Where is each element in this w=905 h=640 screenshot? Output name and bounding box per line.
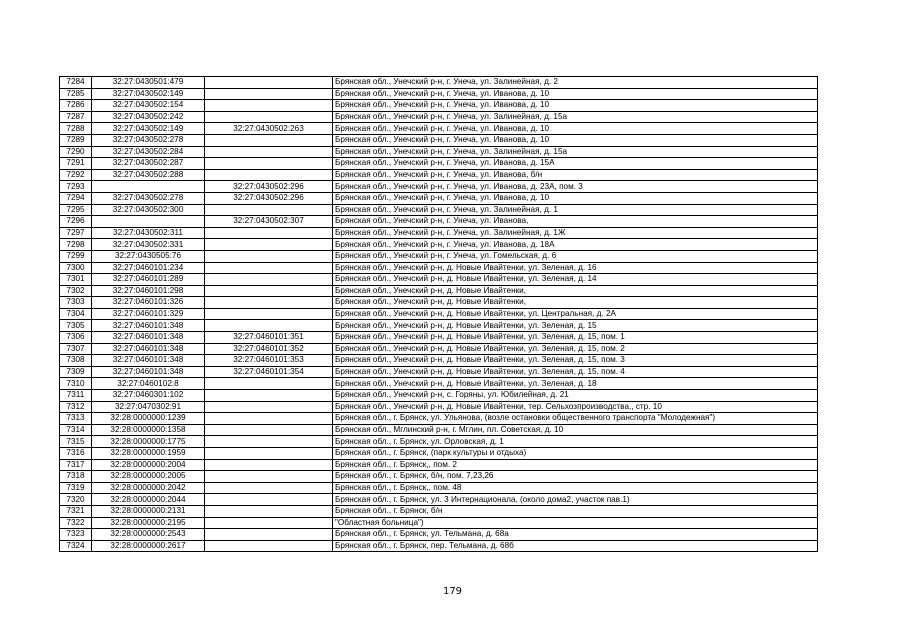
row-number-cell: 7287 <box>60 111 92 123</box>
table-row <box>60 448 818 460</box>
address-cell: "Областная больница") <box>333 517 818 529</box>
cadastral-number-cell: 32:27:0470302:91 <box>92 401 205 413</box>
related-cadastral-number-cell <box>205 111 333 123</box>
address-cell: Брянская обл., Унечский р-н, д. Новые Ивайтенки, ул. Зеленая, д. 15, пом. 3 <box>333 355 818 367</box>
cadastral-number-cell: 32:27:0430502:287 <box>92 158 205 170</box>
address-cell: Брянская обл., г. Брянск, ул. Тельмана, д. 68а <box>333 529 818 541</box>
cadastral-number-cell: 32:28:0000000:1775 <box>92 436 205 448</box>
related-cadastral-number-cell: 32:27:0460101:353 <box>205 355 333 367</box>
related-cadastral-number-cell: 32:27:0460101:354 <box>205 366 333 378</box>
address-cell: Брянская обл., Унечский р-н, г. Унеча, ул. Иванова, д. 10 <box>333 100 818 112</box>
address-cell: Брянская обл., Унечский р-н, д. Новые Ивайтенки, тер. Сельхозпроизводства,, стр. 10 <box>333 401 818 413</box>
row-number-cell: 7284 <box>60 77 92 89</box>
row-number-cell: 7304 <box>60 308 92 320</box>
related-cadastral-number-cell <box>205 158 333 170</box>
cadastral-number-cell: 32:28:0000000:2044 <box>92 494 205 506</box>
table-row <box>60 378 818 390</box>
cadastral-number-cell <box>92 216 205 228</box>
address-cell: Брянская обл., Унечский р-н, г. Унеча, ул. Залинейная, д. 2 <box>333 77 818 89</box>
related-cadastral-number-cell: 32:27:0460101:351 <box>205 332 333 344</box>
address-cell: Брянская обл., Унечский р-н, г. Унеча, ул. Залинейная, д. 15а <box>333 146 818 158</box>
related-cadastral-number-cell <box>205 239 333 251</box>
row-number-cell: 7286 <box>60 100 92 112</box>
cadastral-number-cell: 32:27:0430502:154 <box>92 100 205 112</box>
related-cadastral-number-cell <box>205 471 333 483</box>
cadastral-number-cell: 32:27:0430502:149 <box>92 123 205 135</box>
table-row <box>60 204 818 216</box>
cadastral-number-cell: 32:28:0000000:1358 <box>92 424 205 436</box>
page-number: 179 <box>442 586 463 597</box>
address-cell: Брянская обл., Унечский р-н, г. Унеча, ул. Залинейная, д. 1Ж <box>333 227 818 239</box>
table-row <box>60 482 818 494</box>
cadastral-number-cell: 32:28:0000000:2004 <box>92 459 205 471</box>
table-body <box>60 77 818 552</box>
related-cadastral-number-cell <box>205 308 333 320</box>
address-cell: Брянская обл., Унечский р-н, г. Унеча, ул. Иванова, д. 15А <box>333 158 818 170</box>
table-row <box>60 134 818 146</box>
table-row <box>60 146 818 158</box>
address-cell: Брянская обл., Унечский р-н, д. Новые Ивайтенки, <box>333 297 818 309</box>
address-cell: Брянская обл., Унечский р-н, г. Унеча, ул. Иванова, д. 10 <box>333 192 818 204</box>
table-row <box>60 227 818 239</box>
table-row <box>60 239 818 251</box>
address-cell: Брянская обл., Унечский р-н, г. Унеча, ул. Залинейная, д. 1 <box>333 204 818 216</box>
row-number-cell: 7300 <box>60 262 92 274</box>
row-number-cell: 7298 <box>60 239 92 251</box>
related-cadastral-number-cell <box>205 320 333 332</box>
row-number-cell: 7285 <box>60 88 92 100</box>
row-number-cell: 7314 <box>60 424 92 436</box>
cadastral-number-cell: 32:27:0430502:311 <box>92 227 205 239</box>
table-row <box>60 355 818 367</box>
related-cadastral-number-cell <box>205 274 333 286</box>
row-number-cell: 7290 <box>60 146 92 158</box>
cadastral-number-cell: 32:27:0430502:278 <box>92 192 205 204</box>
cadastral-number-cell: 32:27:0460101:326 <box>92 297 205 309</box>
address-cell: Брянская обл., г. Брянск, ул. Ульянова, (возле остановки общественного транспорта "Молодежная") <box>333 413 818 425</box>
address-cell: Брянская обл., Унечский р-н, с. Горяны, ул. Юбилейная, д. 21 <box>333 390 818 402</box>
cadastral-number-cell: 32:27:0460101:348 <box>92 355 205 367</box>
related-cadastral-number-cell <box>205 401 333 413</box>
related-cadastral-number-cell <box>205 285 333 297</box>
row-number-cell: 7305 <box>60 320 92 332</box>
address-cell: Брянская обл., Унечский р-н, г. Унеча, ул. Иванова, д. 18А <box>333 239 818 251</box>
cadastral-number-cell: 32:28:0000000:2195 <box>92 517 205 529</box>
cadastral-number-cell: 32:28:0000000:2131 <box>92 505 205 517</box>
table-row <box>60 250 818 262</box>
cadastral-number-cell: 32:27:0430502:288 <box>92 169 205 181</box>
address-cell: Брянская обл., Мглинский р-н, г. Мглин, пл. Советская, д. 10 <box>333 424 818 436</box>
related-cadastral-number-cell <box>205 424 333 436</box>
table-row <box>60 297 818 309</box>
table-row <box>60 123 818 135</box>
cadastral-number-cell: 32:27:0460101:289 <box>92 274 205 286</box>
table-row <box>60 424 818 436</box>
row-number-cell: 7295 <box>60 204 92 216</box>
cadastral-number-cell: 32:27:0430502:284 <box>92 146 205 158</box>
address-cell: Брянская обл., Унечский р-н, д. Новые Ивайтенки, ул. Зеленая, д. 15, пом. 1 <box>333 332 818 344</box>
table-row <box>60 459 818 471</box>
row-number-cell: 7324 <box>60 540 92 552</box>
cadastral-number-cell: 32:27:0460101:329 <box>92 308 205 320</box>
address-cell: Брянская обл., Унечский р-н, д. Новые Ивайтенки, ул. Зеленая, д. 16 <box>333 262 818 274</box>
related-cadastral-number-cell <box>205 100 333 112</box>
row-number-cell: 7307 <box>60 343 92 355</box>
related-cadastral-number-cell <box>205 448 333 460</box>
row-number-cell: 7303 <box>60 297 92 309</box>
cadastral-number-cell: 32:27:0460101:348 <box>92 343 205 355</box>
table-row <box>60 517 818 529</box>
address-cell: Брянская обл., Унечский р-н, г. Унеча, ул. Иванова, д. 23А, пом. 3 <box>333 181 818 193</box>
table-row <box>60 343 818 355</box>
row-number-cell: 7320 <box>60 494 92 506</box>
cadastral-number-cell: 32:27:0430501:479 <box>92 77 205 89</box>
address-cell: Брянская обл., Унечский р-н, д. Новые Ивайтенки, ул. Центральная, д. 2А <box>333 308 818 320</box>
cadastral-number-cell: 32:28:0000000:2617 <box>92 540 205 552</box>
row-number-cell: 7306 <box>60 332 92 344</box>
row-number-cell: 7289 <box>60 134 92 146</box>
row-number-cell: 7315 <box>60 436 92 448</box>
row-number-cell: 7321 <box>60 505 92 517</box>
address-cell: Брянская обл., г. Брянск, б/н <box>333 505 818 517</box>
row-number-cell: 7319 <box>60 482 92 494</box>
cadastral-number-cell: 32:28:0000000:2005 <box>92 471 205 483</box>
table-row <box>60 88 818 100</box>
row-number-cell: 7291 <box>60 158 92 170</box>
cadastral-number-cell: 32:27:0430502:300 <box>92 204 205 216</box>
row-number-cell: 7288 <box>60 123 92 135</box>
table-row <box>60 169 818 181</box>
related-cadastral-number-cell <box>205 482 333 494</box>
related-cadastral-number-cell <box>205 77 333 89</box>
table-row <box>60 100 818 112</box>
address-cell: Брянская обл., г. Брянск,, пом. 2 <box>333 459 818 471</box>
cadastral-number-cell: 32:28:0000000:1239 <box>92 413 205 425</box>
table-row <box>60 192 818 204</box>
table-row <box>60 332 818 344</box>
table-row <box>60 390 818 402</box>
address-cell: Брянская обл., Унечский р-н, г. Унеча, ул. Иванова, д. 10 <box>333 88 818 100</box>
address-cell: Брянская обл., г. Брянск, пер. Тельмана, д. 68б <box>333 540 818 552</box>
related-cadastral-number-cell <box>205 436 333 448</box>
address-cell: Брянская обл., Унечский р-н, г. Унеча, ул. Залинейная, д. 15а <box>333 111 818 123</box>
related-cadastral-number-cell <box>205 134 333 146</box>
row-number-cell: 7309 <box>60 366 92 378</box>
row-number-cell: 7316 <box>60 448 92 460</box>
table-row <box>60 111 818 123</box>
table-row <box>60 413 818 425</box>
related-cadastral-number-cell <box>205 250 333 262</box>
table-row <box>60 77 818 89</box>
related-cadastral-number-cell <box>205 494 333 506</box>
address-cell: Брянская обл., г. Брянск, б/н, пом. 7,23,26 <box>333 471 818 483</box>
related-cadastral-number-cell: 32:27:0430502:263 <box>205 123 333 135</box>
related-cadastral-number-cell: 32:27:0430502:307 <box>205 216 333 228</box>
address-cell: Брянская обл., Унечский р-н, д. Новые Ивайтенки, ул. Зеленая, д. 15 <box>333 320 818 332</box>
row-number-cell: 7317 <box>60 459 92 471</box>
cadastral-number-cell: 32:27:0460101:348 <box>92 332 205 344</box>
row-number-cell: 7294 <box>60 192 92 204</box>
table-row <box>60 320 818 332</box>
table-row <box>60 216 818 228</box>
address-cell: Брянская обл., Унечский р-н, д. Новые Ивайтенки, <box>333 285 818 297</box>
table-row <box>60 158 818 170</box>
address-cell: Брянская обл., Унечский р-н, г. Унеча, ул. Иванова, д. 10 <box>333 134 818 146</box>
related-cadastral-number-cell <box>205 540 333 552</box>
row-number-cell: 7293 <box>60 181 92 193</box>
cadastral-number-cell: 32:27:0460301:102 <box>92 390 205 402</box>
address-cell: Брянская обл., Унечский р-н, д. Новые Ивайтенки, ул. Зеленая, д. 15, пом. 4 <box>333 366 818 378</box>
table-row <box>60 505 818 517</box>
table-row <box>60 436 818 448</box>
address-cell: Брянская обл., г. Брянск, ул. Орловская, д. 1 <box>333 436 818 448</box>
address-cell: Брянская обл., Унечский р-н, г. Унеча, ул. Гомельская, д. 6 <box>333 250 818 262</box>
row-number-cell: 7313 <box>60 413 92 425</box>
address-cell: Брянская обл., Унечский р-н, д. Новые Ивайтенки, ул. Зеленая, д. 18 <box>333 378 818 390</box>
cadastral-number-cell: 32:27:0430502:278 <box>92 134 205 146</box>
address-cell: Брянская обл., Унечский р-н, г. Унеча, ул. Иванова, <box>333 216 818 228</box>
row-number-cell: 7299 <box>60 250 92 262</box>
table-row <box>60 181 818 193</box>
related-cadastral-number-cell <box>205 262 333 274</box>
row-number-cell: 7302 <box>60 285 92 297</box>
cadastral-number-cell: 32:28:0000000:2543 <box>92 529 205 541</box>
row-number-cell: 7310 <box>60 378 92 390</box>
address-cell: Брянская обл., г. Брянск, (парк культуры и отдыха) <box>333 448 818 460</box>
table-row <box>60 262 818 274</box>
related-cadastral-number-cell <box>205 390 333 402</box>
row-number-cell: 7297 <box>60 227 92 239</box>
table-row <box>60 471 818 483</box>
cadastral-number-cell: 32:27:0430502:242 <box>92 111 205 123</box>
address-cell: Брянская обл., Унечский р-н, д. Новые Ивайтенки, ул. Зеленая, д. 14 <box>333 274 818 286</box>
cadastral-number-cell: 32:28:0000000:2042 <box>92 482 205 494</box>
address-cell: Брянская обл., Унечский р-н, г. Унеча, ул. Иванова, д. 10 <box>333 123 818 135</box>
related-cadastral-number-cell: 32:27:0460101:352 <box>205 343 333 355</box>
cadastral-number-cell <box>92 181 205 193</box>
table-row <box>60 540 818 552</box>
related-cadastral-number-cell <box>205 169 333 181</box>
related-cadastral-number-cell: 32:27:0430502:296 <box>205 181 333 193</box>
row-number-cell: 7323 <box>60 529 92 541</box>
address-cell: Брянская обл., Унечский р-н, г. Унеча, ул. Иванова, б/н <box>333 169 818 181</box>
related-cadastral-number-cell <box>205 227 333 239</box>
table-row <box>60 494 818 506</box>
row-number-cell: 7318 <box>60 471 92 483</box>
related-cadastral-number-cell <box>205 517 333 529</box>
address-cell: Брянская обл., Унечский р-н, д. Новые Ивайтенки, ул. Зеленая, д. 15, пом. 2 <box>333 343 818 355</box>
table-row <box>60 401 818 413</box>
row-number-cell: 7292 <box>60 169 92 181</box>
related-cadastral-number-cell <box>205 529 333 541</box>
cadastral-number-cell: 32:27:0460101:298 <box>92 285 205 297</box>
address-cell: Брянская обл., г. Брянск, ул. 3 Интернационала, (около дома2, участок пав.1) <box>333 494 818 506</box>
cadastral-number-cell: 32:27:0460101:234 <box>92 262 205 274</box>
cadastral-number-cell: 32:27:0460101:348 <box>92 320 205 332</box>
related-cadastral-number-cell: 32:27:0430502:296 <box>205 192 333 204</box>
table-row <box>60 529 818 541</box>
related-cadastral-number-cell <box>205 378 333 390</box>
related-cadastral-number-cell <box>205 413 333 425</box>
row-number-cell: 7312 <box>60 401 92 413</box>
table-row <box>60 285 818 297</box>
cadastral-number-cell: 32:28:0000000:1959 <box>92 448 205 460</box>
table-row <box>60 366 818 378</box>
cadastral-number-cell: 32:27:0430502:149 <box>92 88 205 100</box>
row-number-cell: 7311 <box>60 390 92 402</box>
cadastral-number-cell: 32:27:0460101:348 <box>92 366 205 378</box>
related-cadastral-number-cell <box>205 297 333 309</box>
row-number-cell: 7322 <box>60 517 92 529</box>
cadastral-number-cell: 32:27:0430502:331 <box>92 239 205 251</box>
table-row <box>60 308 818 320</box>
cadastral-number-cell: 32:27:0460102:8 <box>92 378 205 390</box>
cadastral-number-cell: 32:27:0430505:76 <box>92 250 205 262</box>
related-cadastral-number-cell <box>205 505 333 517</box>
row-number-cell: 7301 <box>60 274 92 286</box>
related-cadastral-number-cell <box>205 459 333 471</box>
table-row <box>60 274 818 286</box>
related-cadastral-number-cell <box>205 204 333 216</box>
row-number-cell: 7296 <box>60 216 92 228</box>
related-cadastral-number-cell <box>205 146 333 158</box>
address-cell: Брянская обл., г. Брянск,, пом. 48 <box>333 482 818 494</box>
related-cadastral-number-cell <box>205 88 333 100</box>
row-number-cell: 7308 <box>60 355 92 367</box>
property-registry-table <box>59 76 818 552</box>
